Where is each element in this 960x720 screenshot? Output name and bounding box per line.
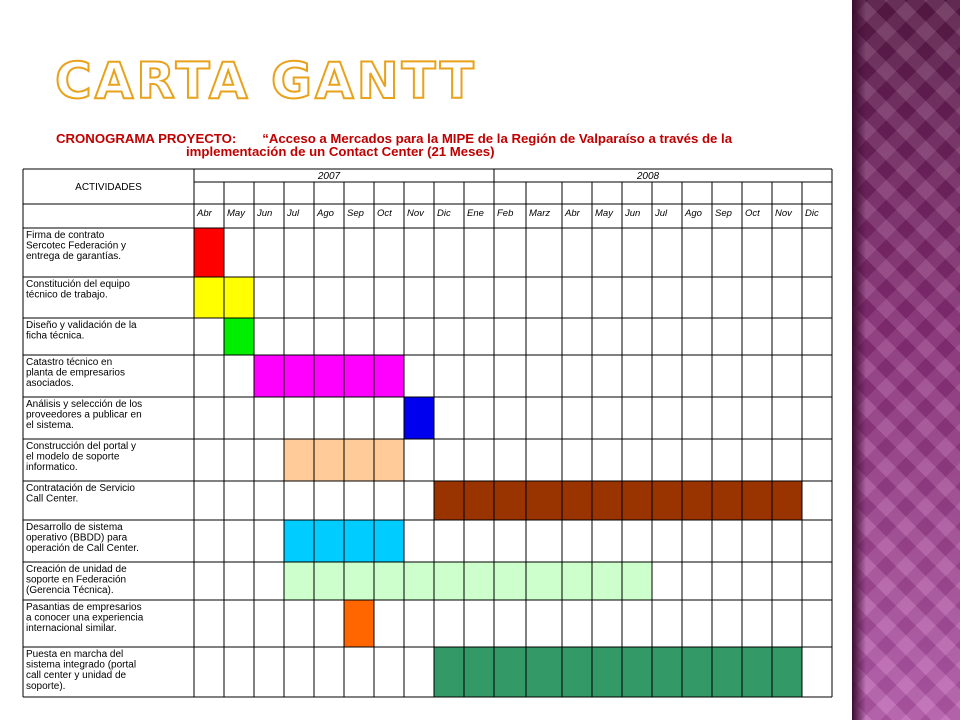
month-label: Sep	[715, 208, 732, 219]
gantt-bar-cell	[374, 520, 404, 562]
activity-label: Desarrollo de sistema	[26, 522, 123, 533]
gantt-bar-cell	[742, 481, 772, 520]
gantt-bar-cell	[464, 481, 494, 520]
gantt-bar-cell	[194, 228, 224, 277]
gantt-bar-cell	[682, 647, 712, 697]
gantt-bar-cell	[592, 562, 622, 600]
gantt-bar-cell	[622, 562, 652, 600]
gantt-bar-cell	[562, 562, 592, 600]
gantt-bar-cell	[712, 647, 742, 697]
gantt-bar-cell	[526, 647, 562, 697]
gantt-bar-cell	[562, 647, 592, 697]
month-label: Nov	[407, 208, 424, 219]
gantt-bar-cell	[494, 647, 526, 697]
activities-header: ACTIVIDADES	[75, 182, 142, 193]
gantt-bar-cell	[284, 520, 314, 562]
slide-title: CARTA GANTT	[55, 52, 477, 110]
activity-label: Diseño y validación de la	[26, 320, 137, 331]
month-label: Oct	[745, 208, 760, 219]
side-panel-shadow	[852, 0, 866, 720]
year-label: 2007	[317, 171, 341, 182]
activity-label: proveedores a publicar en	[26, 409, 142, 421]
gantt-bar-cell	[284, 355, 314, 397]
activity-label: operación de Call Center.	[26, 543, 139, 555]
activity-label: (Gerencia Técnica).	[26, 585, 114, 597]
gantt-bar-cell	[742, 647, 772, 697]
gantt-bar-cell	[464, 647, 494, 697]
activity-label: informatico.	[26, 462, 78, 474]
gantt-bar-cell	[374, 562, 404, 600]
month-label: Dic	[437, 208, 451, 219]
gantt-bar-cell	[284, 562, 314, 600]
activity-label: asociados.	[26, 378, 74, 390]
month-label: May	[595, 208, 613, 219]
gantt-bar-cell	[404, 397, 434, 439]
activity-label: sistema integrado (portal	[26, 659, 137, 671]
gantt-bar-cell	[592, 647, 622, 697]
activity-label: call center y unidad de	[26, 670, 127, 682]
gantt-bar-cell	[314, 562, 344, 600]
activity-label: Contratación de Servicio	[26, 483, 135, 494]
gantt-bar-cell	[622, 647, 652, 697]
year-label: 2008	[636, 171, 660, 182]
activity-label: entrega de garantías.	[26, 251, 122, 263]
activity-label: Puesta en marcha del	[26, 649, 124, 660]
cronograma-line1: “Acceso a Mercados para la MIPE de la Región de Valparaíso a través de la	[262, 131, 733, 146]
activity-label: ficha técnica.	[26, 330, 85, 342]
gantt-bar-cell	[592, 481, 622, 520]
gantt-bar-cell	[344, 600, 374, 647]
gantt-bar-cell	[194, 277, 224, 318]
month-label: Jul	[287, 208, 300, 219]
gantt-bar-cell	[344, 562, 374, 600]
gantt-bar-cell	[434, 481, 464, 520]
activity-label: técnico de trabajo.	[26, 289, 108, 301]
gantt-bar-cell	[224, 277, 254, 318]
gantt-bar-cell	[404, 562, 434, 600]
decorative-side-panel	[852, 0, 960, 720]
month-label: Sep	[347, 208, 364, 219]
month-label: Feb	[497, 208, 514, 219]
month-label: Jun	[625, 208, 641, 219]
month-label: Oct	[377, 208, 392, 219]
activity-label: Creación de unidad de	[26, 564, 127, 575]
gantt-bar-cell	[622, 481, 652, 520]
month-label: Nov	[775, 208, 792, 219]
month-label: Ago	[317, 208, 334, 219]
gantt-bar-cell	[374, 439, 404, 481]
month-label: Abr	[197, 208, 212, 219]
activity-label: internacional similar.	[26, 623, 117, 635]
month-label: Ene	[467, 208, 484, 219]
gantt-bar-cell	[526, 562, 562, 600]
activity-label: el modelo de soporte	[26, 451, 120, 463]
gantt-bar-cell	[284, 439, 314, 481]
activity-label: planta de empresarios	[26, 367, 125, 379]
activity-label: Firma de contrato	[26, 230, 105, 241]
month-label: Abr	[565, 208, 580, 219]
cronograma-label: CRONOGRAMA PROYECTO:	[56, 131, 237, 146]
month-label: Dic	[805, 208, 819, 219]
activity-label: soporte en Federación	[26, 574, 127, 586]
gantt-bar-cell	[344, 439, 374, 481]
gantt-bar-cell	[652, 481, 682, 520]
gantt-bar-cell	[682, 481, 712, 520]
gantt-bar-cell	[344, 520, 374, 562]
gantt-bar-cell	[434, 562, 464, 600]
activity-label: Call Center.	[26, 493, 79, 505]
activity-label: soporte).	[26, 680, 66, 692]
activity-label: a conocer una experiencia	[26, 612, 144, 624]
month-label: Jun	[257, 208, 273, 219]
gantt-bar-cell	[562, 481, 592, 520]
month-label: May	[227, 208, 245, 219]
gantt-bar-cell	[314, 520, 344, 562]
gantt-bar-cell	[712, 481, 742, 520]
activity-label: Análisis y selección de los	[26, 399, 143, 410]
gantt-bar-cell	[254, 355, 284, 397]
gantt-bar-cell	[344, 355, 374, 397]
activity-label: el sistema.	[26, 420, 74, 432]
gantt-bar-cell	[494, 562, 526, 600]
gantt-bar-cell	[772, 481, 802, 520]
month-label: Ago	[685, 208, 702, 219]
gantt-bar-cell	[772, 647, 802, 697]
cronograma-line2: implementación de un Contact Center (21 Meses)	[186, 144, 495, 159]
month-label: Marz	[529, 208, 551, 219]
gantt-bar-cell	[314, 439, 344, 481]
gantt-bar-cell	[374, 355, 404, 397]
gantt-bar-cell	[526, 481, 562, 520]
activity-label: operativo (BBDD) para	[26, 532, 128, 544]
gantt-bar-cell	[464, 562, 494, 600]
gantt-bar-cell	[314, 355, 344, 397]
gantt-bar-cell	[434, 647, 464, 697]
activity-label: Catastro técnico en	[26, 357, 113, 368]
activity-label: Constitución del equipo	[26, 279, 130, 290]
activity-label: Pasantias de empresarios	[26, 602, 142, 613]
gantt-bar-cell	[224, 318, 254, 355]
activity-label: Sercotec Federación y	[26, 240, 127, 252]
gantt-bar-cell	[494, 481, 526, 520]
gantt-bar-cell	[652, 647, 682, 697]
activity-label: Construcción del portal y	[26, 441, 137, 452]
month-label: Jul	[655, 208, 668, 219]
